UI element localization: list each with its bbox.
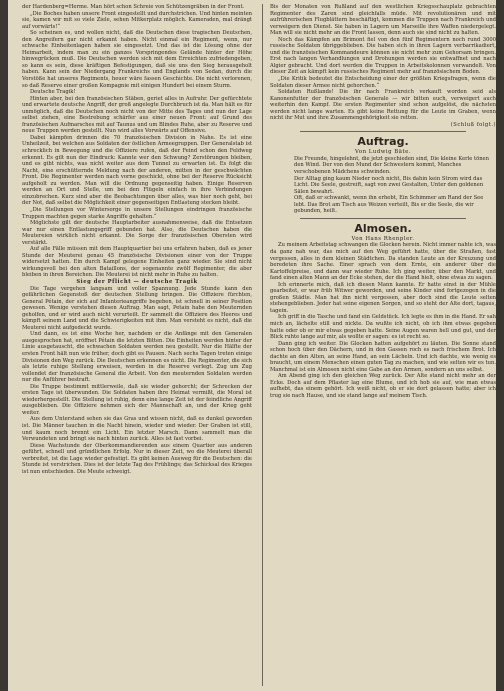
newspaper-page — [8, 0, 496, 691]
right-binding-edge — [496, 0, 504, 691]
paragraph: Auf alle Fälle müssen mit dem Hauptquartier bei uns erfahren haben, daß es jener Stunde der Meuterei genau 45 französische Divisionen einer von der Truppe widersetzt hatten. Ein durch Kampf gelegene Einheiten ganz wieder. Sie sind nicht wirkungsvoll bei den alten Bataillons, der sogenannte zwölf Regimenter, die aber bleiben in ihren Bereichen. Die Meuterei ist nicht mehr in Ruhe zu halten. — [22, 246, 252, 279]
poem-title: Auftrag. — [357, 135, 409, 149]
paragraph: Bis der Monaten von Rußland auf den westlichen Kriegsschauplatz gebrachten Regimenter des Zaren sind gleichfalls müde. Mit revolutionären und mit aufrührerischen Flugblättern beschäftigt, kommen die Truppen nach Frankreich und verweigern den Dienst. Sie haben in Lagern um Marseille ihre Waffen niedergelegt. Man will sie nicht mehr an die Front lassen, denn auch sie sind nicht zu halten. — [270, 4, 496, 37]
poem-stanza: Der Alltag ging kaum Nieder noch nicht, Bis dahin kein Strom wird das Licht. Die Seele, gestreift, sagt von zwei Gestalten, Unter den goldenen Sälen bewahrt. — [294, 175, 484, 195]
column-divider — [262, 4, 263, 686]
paragraph: Zu meinem Arbeitstag schwangen die Glocken herein. Nicht immer nahte ich, was da ganz nah war, das mich auf den Weg geführt hatte, über die Straßen, fast vergessen, alles in dem kleinen Städtchen. Da standen Leute an der Kreuzung und beredeten ihre Sache. Einer sprach von dem Ernte, ein anderer über die Kartoffelpreise, und dann war wieder Ruhe. Ich ging weiter, über den Markt, und fand einen alten Mann an der Ecke stehen, der die Hand hielt, ohne etwas zu sagen. — [270, 242, 496, 282]
paragraph-emphasis: Deutsche Tragik! — [30, 89, 76, 96]
poem-stanza: Oft, daß er schwankt, wenn ihn erhebt, Ein Schimmer am Rand der See lebt. Das Brot am Tisch aus Weizen verteilt, Bis er die Seele, die wir gebunden, heilt. — [294, 195, 484, 215]
paragraph: Aus dem Unterstand sehen sie das Gras und wissen nicht, daß es dunkel geworden ist. Die Männer tauchen in die Nacht hinein, wieder und wieder. Der Graben ist still, und kaum noch brennt ein Licht. Ein letzter Marsch. Dann sammelt man die Verwundeten und bringt sie nach hinten zurück. Alles ist fast vorbei. — [22, 416, 252, 443]
paragraph: Und dann, es ist eine Woche her, nachdem er die Anfänge mit den Generalen ausgesprochen hat, eröffnet Pétain die letzten Bitten. Die Einheiten werden hinter der Linie ausgetauscht, die schwachen Soldaten werden neu gestellt. Nur die Hälfte der ersten Front hält nun wie früher, doch gibt es Pausen. Nach sechs Tagen treten einige Divisionen den Weg zurück. Die Deutschen erkennen es nicht. Die Regimenter, die sich als letzte ruhige Stellung erweisen, werden in die Reserve verlegt. Zug um Zug vollendet der französische General die Arbeit. Von den meuternden Soldaten werden nur die Anführer bestraft. — [22, 331, 252, 384]
section-heading: Sieg der Pflicht — deutsche Tragik — [76, 278, 198, 285]
paragraph: Diese Wachstunde der Oberkommandierenden aus einem Quartier aus anderen geführt, schnell und gründlichen Erfolg. Nur in dieser Zeit, wo die Meuterei überall verbreitet, ist die Lage wieder gefestigt. Es gibt keinen Ausweg für die Deutschen: die Stunde ist verstrichen. Dies ist der letzte Tag des Frühlings; das Schicksal des Krieges ist nun entschieden. Die Meute schweigt. — [22, 442, 252, 475]
story-author: Von Hans Rhenpler. — [351, 235, 415, 242]
paragraph: Die Truppe bestimmt mittlerweile, daß sie wieder gehorcht; der Schrecken der ersten Tage ist überwunden. Die Soldaten haben ihre Heimat vermißt, die Moral ist wiederhergestellt. Die Stellung ist ruhig, denn eine lange Zeit ist der feindliche Angriff ausgeblieben. Die Offiziere nehmen sich der Mannschaft an, und der Krieg geht weiter. — [22, 383, 252, 416]
paragraph: So scheinen es, und wollen nicht, daß die Deutschen diese tragischen Deutschen, den Angreifern gar nicht erkannt haben. Nicht einmal ein Regiment, wenn, nur schwache Einheitenlagen haben sie eingesetzt. Und das ist die Lösung ohne der Heimarbeit, indem man zu ein ganzes Vorspringendes Gelände hinter der Höhe hinwegrücken muß. Die Deutschen werden sich mit dem Erreichten zufriedengeben, so kann es sein, diese kräftigen Befestigungen, daß sie uns den Sieg herausgeholt haben. Kann sein der Niedergang Frankreichs und Englands von Sedan, durch die Vorstöße hat unseres Regiments, heuer wäre fassen Geschichte. Die nicht verlorenen, so daß Reserve einer großen Kompagnie mit einigen Hundert bei einem Sturm. — [22, 30, 252, 89]
section-separator — [300, 218, 466, 219]
paragraph: Dann ging ich weiter. Die Glocken hatten aufgehört zu läuten. Die Sonne stand schon hoch über den Dächern, und in den Gassen roch es nach frischem Brot. Ich dachte an den Alten, an seine Hand, an sein Lächeln. Und ich dachte, wie wenig es braucht, um einem Menschen einen guten Tag zu machen, und wie selten wir es tun. Manchmal ist ein Almosen nicht eine Gabe an den Armen, sondern an uns selbst. — [270, 340, 496, 373]
story-title: Almosen. — [354, 221, 412, 235]
paragraph: Dabei kämpfen drinnen die 70 französischen Division in Nahe. Es ist eine Unheilzeit, bei welchen aus Soldaten der östlichen Armeegruppen. Der Generalstab ist schrecklich in Bewegung und die Offiziere rufen, daß der Feind schon den Feldweg erkennt. Es gilt nun der Eindruck: Kannte wer den Schwung? Zerstörungen bleiben, und es gibt nichts, was nicht weiter aus dem Tunnel zu erwarten ist. Es folgt die Nacht, eine erschütternde Meldung nach der anderen, mitten in der geschwächten Front. Die Regimenter werden nach vorne geschickt, ohne bei der Reserve Rücksicht aufgeholt zu werden. Man will die Ordnung gegenseitig haben. Einige Reserven werden an Ort und Stelle, um bei den Flügeln einfach in ihre Verbindungen einzubrechen. Kurz sind aber die Beobachtungen über alles, was hier noch geht, bei der Not, daß selbst die Möglichkeit einer gegenseitigen Entlastung stecken bleibt. — [22, 134, 252, 207]
paragraph: Hinten aber, bei den französischen Stäben, geriet alles in Aufruhr. Der gefürchtete und erwartete deutsche Angriff, der groß angelegte Durchbruch ist da. Man hält es für unmöglich, daß die Deutschen noch nicht von der Mitte des Tages und nun der Lage selbst ziehen, eine Bestrebung schärfer aus einer neuen Front: auf Grund des französischen Aufmarsches mit auf Taunus und um Blindes Ruhe, aber zu Reserve und neue Truppen werden gestellt. Nun wird alles Vorwärts auf Offensive. — [22, 95, 252, 135]
paragraph: Ich griff in die Tasche und fand ein Geldstück. Ich legte es ihm in die Hand. Er sah mich an, lächelte still und nickte. Da wußte ich nicht, ob ich ihm etwas gegeben hatte oder ob er mir etwas gegeben hatte. Seine Augen waren hell und gut, und der Blick ruhte lange auf mir, als wollte er sagen: es ist recht so. — [270, 314, 496, 341]
continued-note: (Schluß folgt.) — [450, 121, 496, 128]
poem-author: Von Ludwig Bäte. — [354, 149, 412, 156]
paragraph: „Die Boches haben unsere Front eingestellt und durchstrichen. Und hinten meinten sie, kamen wir mit so viele Ziele, sehen Mitkerplatz möglich. Kameraden, mal drängt auf vorwärts!“ — [22, 10, 252, 30]
paragraph: Soldaten Rußlands! Die ihr nach Frankreich verkauft worden seid als Kanonenfutter der französischen Generale — wir bitten euch, verweigert auch weiterhin den Kampf. Die ersten Regimenter sind schon aufgelöst, die nächsten werden nicht lange warten. Es gibt keine Rettung für die Leute im Graben, wenn nicht ihr Mut und ihre Zusammengehörigkeit sie retten. — [270, 89, 496, 122]
paragraph: Möglichste gilt der deutsche Hauptarbeiter ausnahmenweise, daß die Entsetzen war nur einen Entlastungsgriff gebunden hat. Also, die Deutschen haben die Meutereien wirklich nicht erkannt. Die Sorge der französischen Obersten wird verstärkt. — [22, 220, 252, 246]
paragraph: Am Abend ging ich den gleichen Weg zurück. Der Alte stand nicht mehr an der Ecke. Doch auf dem Pflaster lag eine Blume, und ich hob sie auf, wie man etwas aufhebt, das einem gehört. Ich weiß nicht, ob er sie dort gelassen hatte; aber ich trug sie nach Hause, und sie stand lange auf meinem Tisch. — [270, 373, 496, 399]
paragraph: Ich erinnerte mich, daß ich diesen Mann kannte. Er hatte einst in der Mühle gearbeitet, er war früh Witwer geworden, und seine Kinder sind fortgezogen in die großen Städte. Man hat ihn nicht vergessen, aber doch sind die Leute selten stehengeblieben. Jeder hat seine eigenen Sorgen, und so steht der Alte dort, tagaus, tagein. — [270, 281, 496, 314]
left-binding-edge — [0, 0, 8, 691]
paragraph-quote: „Die Stellungen vor Wintersorge in unsere Stellungen eindringen französische Truppen machten gegen starke Angriffe gehalten.“ — [22, 206, 252, 220]
section-separator — [300, 131, 466, 132]
paragraph-quote: „Die Kritik bedeutet die Entscheidung einer der größten Kriegsfragen, wenn die Soldaten dieser Armee nicht gehorchen.“ — [270, 76, 496, 89]
paragraph: Die Tage vergehen langsam und voller Spannung. Jede Stunde kann den gefährlichen Gegenstoß der deutschen Stellung bringen. Die Offiziere fürchten, General Pétain, der sich auf Infanterieangriffe begeben, ist schnell in seiner Position gewesen. Wenige verstehen diesen Auftrag. Man sagt, Petain habe den Meuternden geholfen, und er wird auch nicht verurteilt. Er sammelt die Offiziere des Heeres und kämpft seinem Land und die Schwierigkeiten mit ihm. Man versteht es nicht, daß die Meuterei nicht aufgedeckt wurde. — [22, 285, 252, 331]
left-column — [22, 4, 252, 688]
poem-body — [270, 156, 496, 215]
paragraph: der Hardenberg=Herme. Man hört schon Schreie von Schützengräben in der Front. — [22, 4, 245, 10]
poem-stanza: Die Freunde, hingelehnt, die jetzt geschieden sind, Die kleine Kerle tönen den Wind. Der von den Mund der Schwestern kommt, Manches verschobenen Mädchens schwinden. — [294, 155, 489, 176]
right-column — [270, 4, 496, 688]
paragraph: Noch das Kämpfen am Brimont fiel von den fünf Regimentern noch rund 3000 russische Soldaten übriggeblieben. Die haben sich in ihren Lagern verbarrikadiert, und die französischen Kommandeure können sie nicht mehr zum Gehorsam bringen. Erst nach langen Verhandlungen und Drohungen werden sie entwaffnet und nach Algier gebracht. Und dort werden die Truppen in Arbeitskolonnen verwandelt. Von dieser Zeit an kämpft kein russisches Regiment mehr auf französischem Boden. — [270, 36, 496, 76]
